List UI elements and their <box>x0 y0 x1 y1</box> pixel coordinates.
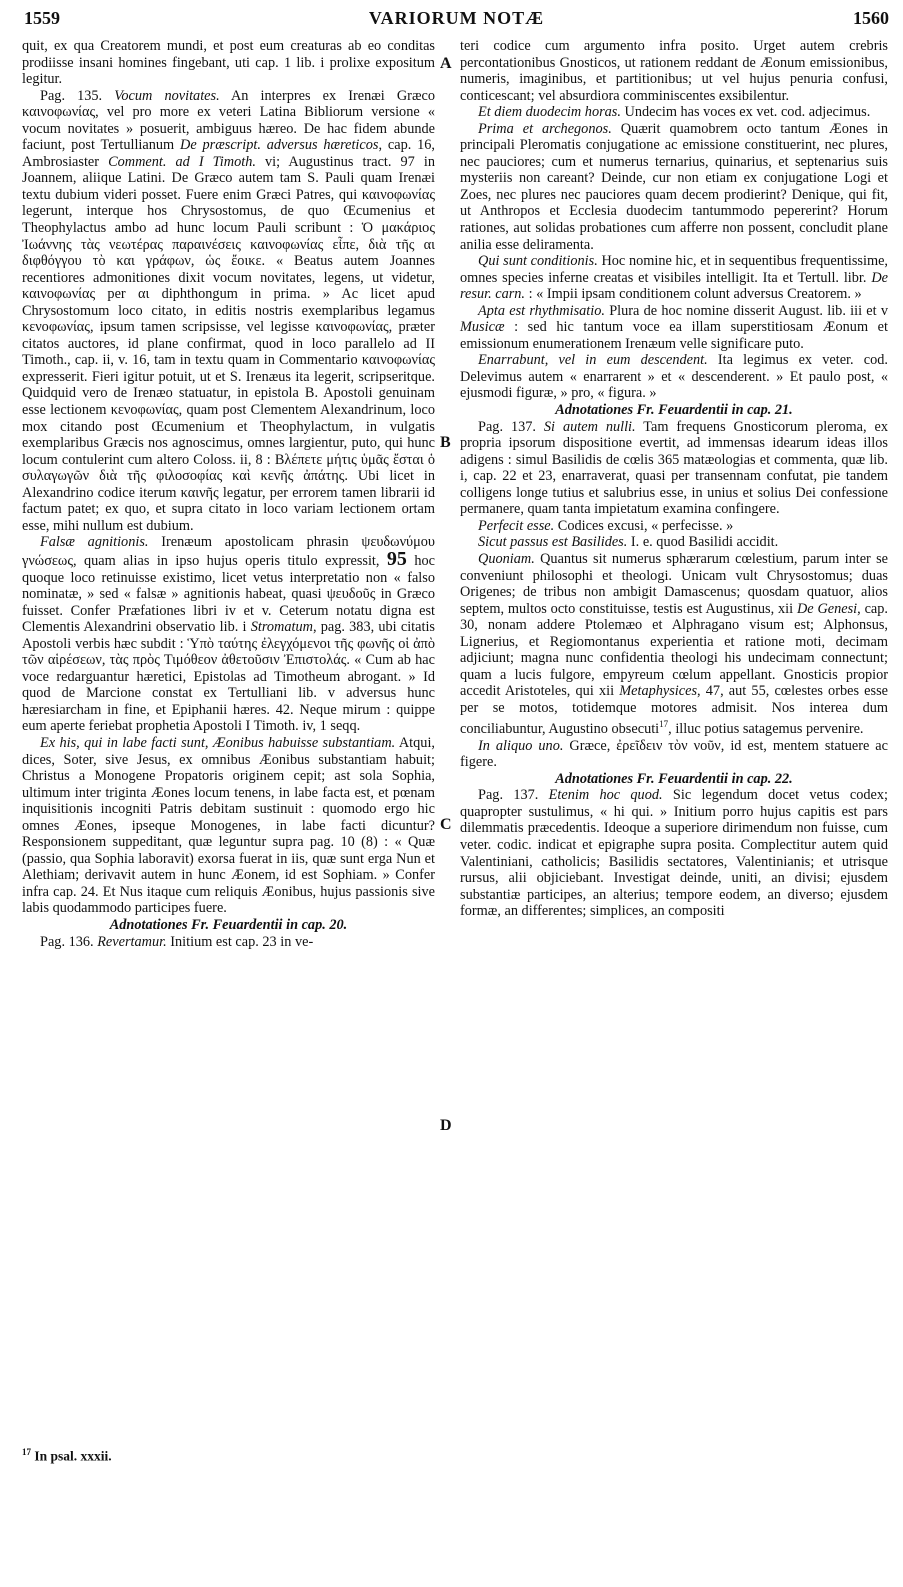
section-heading: Adnotationes Fr. Feuardentii in cap. 21. <box>555 402 793 419</box>
note-paragraph: Et diem duodecim horas. Undecim has voces ex vet. cod. adjecimus. <box>478 104 871 121</box>
running-header <box>24 8 889 32</box>
lemma: Apta est rhythmisatio. <box>478 302 605 319</box>
note-paragraph: In aliquo uno. Græce, ἐρεῖδειν τὸν νοῦν, id est, mentem statuere ac figere. <box>460 737 888 771</box>
page-number-right: 1560 <box>853 8 889 28</box>
lemma: Prima et archegonos. <box>478 120 612 137</box>
note-paragraph: Falsæ agnitionis. Irenæum apostolicam phrasin ψευδωνύμου γνώσεως, quam alias in ipso hujus operis titulo expressit, 95 hoc quoque loco retinuisse existimo, licet vetus interpretatio non « falso nominatæ, » sed « falsæ » agnitionis habeat, quasi ψευδοῦς in Græco fuisset. Confer Præfationes libri iv et v. Ceterum notatu digna est Clementis Alexandrini observatio lib. i Stromatum, pag. 383, ubi citatis Apostoli verbis hæc subdit : Ὑπὸ ταύτης ἐλεγχόμενοι τῆς φωνῆς οἱ ἀπὸ τῶν αἱρέσεων, τὰς πρὸς Τιμόθεον ἀθετοῦσιν Ἐπιστολάς. « Cum ab hac voce redarguantur hæretici, Epistolas ad Timotheum abrogant. » Id quod de Marcione constat ex Tertulliani lib. v adversus hunc hæresiarcham in fine, et Epiphanii hæres. 42. Neque mirum : quippe eum aperte feriebat prophetia Apostoli I Timoth. iv, 1 seqq. <box>22 534 436 735</box>
margin-letter-a: A <box>440 55 452 72</box>
lemma: Ex his, qui in labe facti sunt, Æonibus habuisse substantiam. <box>40 734 396 751</box>
lemma: In aliquo uno. <box>478 737 564 754</box>
lemma: Quoniam. <box>478 550 535 567</box>
note-paragraph: Quoniam. Quantus sit numerus sphærarum cœlestium, parum inter se conveniunt philosophi et theologi. Unicam vult Chrysostomus; duas Origenes; de tribus non ambigit Damascenus; quosdam quatuor, alios septem, multos octo constituisse, testis est Augustinus, xii De Genesi, cap. 30, nonam addere Ptolemæo et Alphragano visum est; Alphonsus, Lignerius, et Regiomontanus experientia et ratione moti, decimam adjiciunt; magna nunc confidentia theologi his undecimam connectunt; quam a lucis fulgore, empyreum cœlum appellant. Gnosticis propior accedit Aristoteles, qui xii Metaphysices, 47, aut 55, cœlestes orbes esse per se motos, totidemque motores admisit. Nos interea dum conciliabuntur, Augustino obsecuti$^{17}$, illuc potius satagemus pervenire. <box>460 550 889 738</box>
footnote-ref: 17 <box>659 719 669 730</box>
section-heading: Adnotationes Fr. Feuardentii in cap. 20. <box>109 916 348 933</box>
note-paragraph: teri codice cum argumento infra posito. Urget autem crebris percontationibus Gnosticos, ut rationem reddant de Æonum emissionibus, numeris, imaginibus, et partitionibus; ut vel hujus penuria confusi, conticescant; vel absurdiora comminiscentes exsibilentur. <box>460 38 888 104</box>
note-paragraph: Perfecit esse. Codices excusi, « perfecisse. » <box>478 517 734 534</box>
footnote: $^{17}$ In psal. xxxii. <box>22 1447 112 1464</box>
lemma: Falsæ agnitionis. <box>40 534 149 551</box>
lemma: Etenim hoc quod. <box>548 787 663 804</box>
page-number-left: 1559 <box>24 8 60 28</box>
lemma: Qui sunt conditionis. <box>478 253 598 270</box>
margin-letter-b: B <box>440 434 451 451</box>
note-paragraph: Prima et archegonos. Quærit quamobrem octo tantum Æones in principali Pleromatis conjugatione ac emissione constituerint, nec plures, nec pauciores; cum et numerus ternarius, quinarius, et septenarius suis mysteriis non careant? Deinde, cur non etiam ex conjugatione Logi et Zoes, nec plures nec pauciores quam decem prodierint? Denique, qui fit, ut Anthropos et Ecclesia duodecim tantummodo pepererint? Horum rationes, aut solidas probationes cum afferre non possent, concludit plane anilia esse deliramenta. <box>460 120 889 253</box>
column-number: 95 <box>386 547 407 570</box>
left-column <box>22 38 435 950</box>
note-paragraph: quit, ex qua Creatorem mundi, et post eum creaturas ab eo conditas prodiisse insani homines fingebant, uti cap. 1 lib. i prolixe expositum legitur. <box>22 38 435 88</box>
lemma: Vocum novitates. <box>114 87 220 104</box>
lemma: Enarrabunt, vel in eum descendent. <box>478 352 708 369</box>
section-heading: Adnotationes Fr. Feuardentii in cap. 22. <box>555 770 793 787</box>
lemma: Et diem duodecim horas. <box>478 104 621 121</box>
note-paragraph: Qui sunt conditionis. Hoc nomine hic, et in sequentibus frequentissime, omnes species inferne creatas et visibiles intelligit. Ita et Tertull. libr. De resur. carn. : « Impii ipsam conditionem colunt adversus Creatorem. » <box>460 253 889 303</box>
margin-letter-d: D <box>440 1117 452 1134</box>
note-paragraph: Sicut passus est Basilides. I. e. quod Basilidi accidit. <box>478 534 779 551</box>
note-paragraph: Enarrabunt, vel in eum descendent. Ita legimus ex veter. cod. Delevimus autem « enarrarent » et « descenderent. » Et paulo post, « ejusmodi figuræ, » pro, « figura. » <box>460 352 888 402</box>
note-paragraph: Apta est rhythmisatio. Plura de hoc nomine disserit August. lib. iii et v Musicæ : sed hic tantum voce ea illam superstitiosam Æonum et emissionum enumerationem Irenæum velle significare puto. <box>460 302 889 352</box>
note-paragraph: Pag. 137. Si autem nulli. Tam frequens Gnosticorum pleroma, ex propria ipsorum dispositione evertit, ad immensas idearum ideas illos adigens : simul Basilidis de cœlis 365 matæologias et commenta, quæ lib. i, cap. 22 et 23, enarraverat, quasi per transennam confutat, pie tandem colligens longe tutius et salubrius esse, in unius et solius Dei confessione permanere, quam tanta impietatum examina confingere. <box>460 418 888 518</box>
note-paragraph: Pag. 136. Revertamur. Initium est cap. 23 in ve- <box>40 933 314 950</box>
running-title: VARIORUM NOTÆ <box>368 8 545 28</box>
lemma: Si autem nulli. <box>543 418 636 435</box>
lemma: Perfecit esse. <box>478 517 555 534</box>
margin-letter-c: C <box>440 816 452 833</box>
note-paragraph: Pag. 135. Vocum novitates. An interpres ex Irenæi Græco καινοφωνίας, vel pro more ex veteri Latina Bibliorum versione « vocum novitates » posuerit, ambiguus hæreo. De hac fidem abunde faciunt, post Tertullianum De præscript. adversus hæreticos, cap. 16, Ambrosiaster Comment. ad I Timoth. vi; Augustinus tract. 97 in Joannem, aliique Latini. De Græco autem tam S. Pauli quam Irenæi textu dubium videri posset. Fuere enim Græci Patres, qui καινοφωνίας legerunt, interque hos Chrysostomus, de quo Œcumenius et Theophylactus ambo ad hunc locum Pauli scribunt : Ὁ μακάριος Ἰωάννης τὰς νεωτέρας παραινέσεις καινοφωνίας εἶπε, διὰ τῆς αι διφθόγγου τὸ και γράφων, ὡς ἔοικε. « Beatus autem Joannes recentiores admonitiones dixit vocum novitates, legens, ut videtur, καινοφωνίας per αι diphthongum in prima. » Ac licet apud Chrysostomum loco citato, in editis nostris exemplaribus legamus κενοφωνίας, ipsum tamen scripsisse, vel legisse καινοφωνίας, præter citatos auctores, id plane confirmat, quod in loco parallelo ad II Timoth., cap. ii, v. 16, tam in textu quam in Commentario καινοφωνίας expresserit. Fieri igitur potuit, ut et S. Irenæus ita legerit, scripseritque. Quidquid vero de Irenæo statuatur, in epistola B. Apostoli genuinam esse lectionem κενοφωνίας, quam post Clementem Alexandrinum, loco mox citando post Œcumenium et Theophylactum, in vulgatis exemplaribus Græcis nos agnoscimus, omnes largientur, puto, qui hunc locum contulerint cum altero Coloss. ii, 8 : Βλέπετε μήτις ὑμᾶς ἔσται ὁ συλαγωγῶν διὰ τῆς φιλοσοφίας καὶ κενῆς ἀπάτης. Ubi licet in Alexandrino codice iterum καινῆς legatur, per errorem tamen librarii id factum patet; ex quo, et supra citato in loco variam lectionem ortam esse, mihi nullum est dubium. <box>22 87 435 534</box>
right-column <box>460 38 888 920</box>
note-paragraph: Pag. 137. Etenim hoc quod. Sic legendum docet vetus codex; quapropter sustulimus, « hi qui. » Initium porro hujus capitis est pars dilemmatis præcedentis. Ideoque a superiore dirimendum non fuisse, cum veter. codic. indicat et epigraphe supra posita. Complectitur autem quid Valentiniani, catholicis; Basilidis sectatores, Valentinianis; et utrisque rursus, alii objiciebant. Investigat deinde, uniti, an divisi; ejusdem substantiæ participes, an alterius; tempore eodem, an diverso; ejusdem formæ, an differentes; simplices, an compositi <box>460 787 888 920</box>
lemma: Sicut passus est Basilides. <box>478 534 628 551</box>
note-paragraph: Ex his, qui in labe facti sunt, Æonibus habuisse substantiam. Atqui, dices, Soter, sive Jesus, ex omnibus Æonibus substantiam habuit; Christus a Monogene Propatoris originem cepit; ast sola Sophia, ultimum inter triginta Æones locum tenens, in labe facta est, et pœnam inquisitionis incogniti Patris debitam sustinuit : quomodo ergo hic omnes Æones, ipseque Monogenes, in labe facti dicuntur? Responsionem suppeditant, quæ leguntur supra pag. 10 (8) : « Quæ (passio, qua Sophia laboravit) exorsa fuerat in iis, quæ sunt erga Nun et Alethiam; derivavit autem in hunc Æonem, id est Sophiam. » Confer infra cap. 24. Et Nus itaque cum reliquis Æonibus, hujus passionis sive labis quodammodo participes fuere. <box>22 734 435 917</box>
lemma: Revertamur. <box>97 933 167 950</box>
